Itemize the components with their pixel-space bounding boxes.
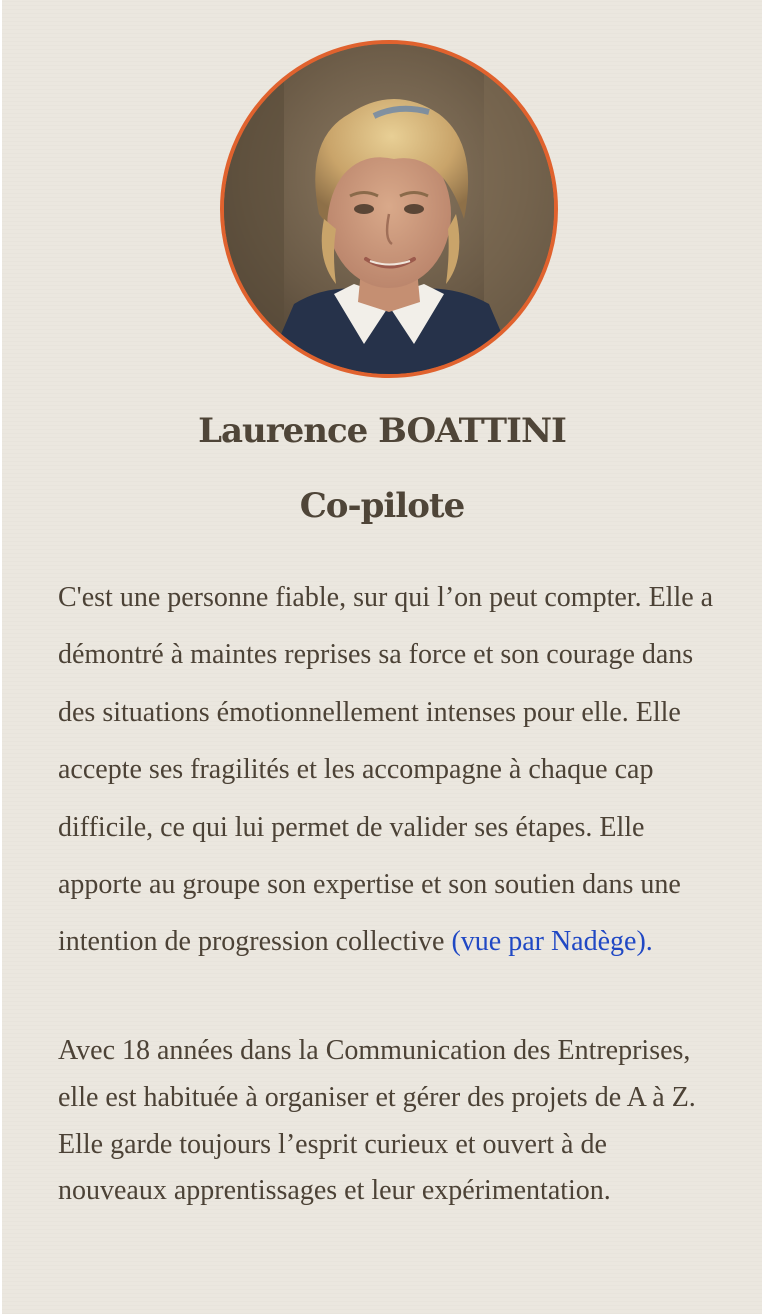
person-role: Co-pilote (299, 486, 465, 526)
bio-text-1: C'est une personne fiable, sur qui l’on peut compter. Elle a démontré à maintes reprises sa force et son courage dans des situations émotionnellement intenses pour elle. Elle accepte ses fragilités et les accompagne à chaque cap difficile, ce qui lui permet de valider ses étapes. Elle apporte au groupe son expertise et son soutien dans une intention de progression collective (58, 582, 714, 958)
bio-paragraph-1 (58, 569, 718, 971)
profile-photo (220, 40, 558, 378)
bio-attribution-link[interactable]: (vue par Nadège). (451, 926, 653, 958)
person-name: Laurence BOATTINI (198, 411, 566, 451)
bio-paragraph-2: Avec 18 années dans la Communication des Entreprises, elle est habituée à organiser et gérer des projets de A à Z. Elle garde toujours l’esprit curieux et ouvert à de nouveaux apprentissages et leur expérimentation. (58, 1035, 696, 1207)
profile-card (2, 0, 762, 1314)
